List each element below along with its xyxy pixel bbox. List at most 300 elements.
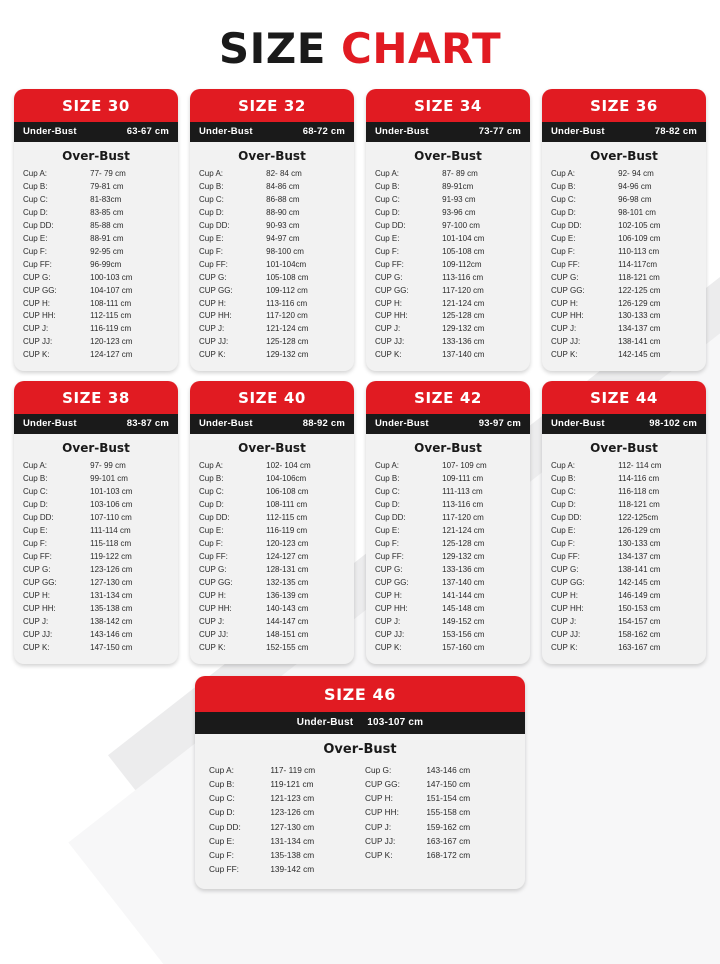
measurement-value: 134-137 cm [618, 324, 661, 334]
measurement-value: 106-109 cm [618, 233, 661, 243]
measurement-row [375, 310, 521, 323]
under-bust-label: Under-Bust [375, 418, 429, 430]
measurement-row [199, 168, 345, 181]
measurement-row [23, 590, 169, 603]
cup-label: Cup B: [375, 474, 400, 484]
measurement-row [551, 272, 697, 285]
measurement-row [551, 577, 697, 590]
measurement-value: 147-150 cm [426, 778, 471, 789]
measurement-row [23, 285, 169, 298]
over-bust-label: Over-Bust [323, 741, 397, 757]
cup-label: CUP GG: [375, 285, 409, 295]
cup-label: Cup FF: [551, 551, 580, 561]
measurement-row [375, 298, 521, 311]
measurement-row [551, 616, 697, 629]
size-card-title: SIZE 40 [190, 381, 354, 414]
cup-label: Cup DD: [551, 513, 582, 523]
measurement-row [375, 564, 521, 577]
measurement-value: 120-123 cm [90, 337, 133, 347]
measurement-value: 111-113 cm [442, 487, 483, 497]
cup-label: CUP JJ: [199, 337, 229, 347]
measurement-value: 96-99cm [90, 259, 122, 269]
size-card-size-34 [366, 89, 530, 371]
measurement-value: 98-101 cm [618, 207, 656, 217]
measurement-row [551, 233, 697, 246]
cup-label: CUP JJ: [551, 337, 581, 347]
cup-label: Cup B: [551, 474, 576, 484]
cup-label: Cup FF: [551, 259, 580, 269]
cup-label: CUP H: [551, 298, 578, 308]
measurement-row [199, 285, 345, 298]
under-bust-label: Under-Bust [23, 126, 77, 137]
cup-label: CUP J: [375, 616, 401, 626]
cup-label: CUP GG: [551, 577, 585, 587]
cup-label: CUP HH: [199, 603, 232, 613]
measurement-row [375, 629, 521, 642]
measurement-row [375, 194, 521, 207]
size-card-size-42 [366, 381, 530, 663]
cup-label: CUP HH: [551, 311, 584, 321]
measurement-value: 108-111 cm [90, 298, 132, 308]
measurement-row [23, 298, 169, 311]
measurement-value: 114-117cm [618, 259, 657, 269]
measurement-value: 116-119 cm [90, 324, 132, 334]
measurement-value: 157-160 cm [442, 642, 485, 652]
measurement-row [23, 473, 169, 486]
cup-label: CUP G: [23, 272, 51, 282]
cup-label: CUP GG: [365, 778, 400, 789]
measurement-value: 105-108 cm [266, 272, 309, 282]
measurement-value: 139-142 cm [270, 864, 315, 875]
cup-label: Cup D: [209, 807, 235, 818]
size-card-size-44 [542, 381, 706, 663]
cup-label: Cup C: [199, 194, 224, 204]
measurement-row [365, 791, 511, 805]
measurement-value: 100-103 cm [90, 272, 133, 282]
cup-label: Cup B: [209, 778, 235, 789]
measurement-row [209, 777, 355, 791]
cup-label: Cup B: [23, 181, 48, 191]
over-bust-label: Over-Bust [414, 441, 482, 456]
cup-label: Cup B: [199, 181, 224, 191]
cup-label: Cup D: [23, 207, 48, 217]
measurement-row [375, 499, 521, 512]
measurement-value: 114-116 cm [618, 474, 660, 484]
size-card-title: SIZE 36 [542, 89, 706, 122]
cup-label: Cup D: [375, 207, 400, 217]
cup-label: Cup F: [199, 539, 224, 549]
measurement-value: 138-141 cm [618, 337, 661, 347]
measurement-value: 133-136 cm [442, 564, 485, 574]
measurement-row [209, 820, 355, 834]
measurement-value: 87- 89 cm [442, 169, 478, 178]
cup-label: Cup E: [199, 526, 224, 536]
cup-label: Cup FF: [375, 551, 404, 561]
cup-label: CUP K: [199, 350, 226, 360]
over-bust-rows [366, 460, 530, 663]
measurement-value: 97-100 cm [442, 220, 480, 230]
measurement-value: 130-133 cm [618, 311, 661, 321]
measurement-row [199, 336, 345, 349]
measurement-row [23, 486, 169, 499]
measurement-value: 143-146 cm [90, 629, 133, 639]
under-bust-row [14, 414, 178, 434]
measurement-value: 96-98 cm [618, 194, 652, 204]
measurement-value: 122-125 cm [618, 285, 661, 295]
measurement-row [199, 323, 345, 336]
measurement-row [199, 512, 345, 525]
cup-label: Cup E: [375, 233, 400, 243]
measurement-row [23, 246, 169, 259]
size-card-title: SIZE 38 [14, 381, 178, 414]
measurement-value: 89-91cm [442, 181, 474, 191]
cup-label: CUP H: [199, 590, 226, 600]
measurement-value: 92-95 cm [90, 246, 124, 256]
size-card-size-40 [190, 381, 354, 663]
measurement-row [375, 538, 521, 551]
size-card-size-38 [14, 381, 178, 663]
over-bust-label: Over-Bust [62, 149, 130, 163]
under-bust-value: 73-77 cm [478, 126, 521, 137]
cup-label: Cup B: [23, 474, 48, 484]
measurement-row [551, 349, 697, 362]
measurement-value: 115-118 cm [90, 539, 132, 549]
under-bust-label: Under-Bust [23, 418, 77, 430]
cup-label: CUP G: [23, 564, 51, 574]
measurement-value: 113-116 cm [442, 500, 484, 510]
measurement-value: 143-146 cm [426, 764, 471, 775]
measurement-row [551, 642, 697, 655]
cup-label: Cup C: [551, 487, 576, 497]
measurement-value: 110-113 cm [618, 246, 660, 256]
cup-label: CUP GG: [199, 285, 233, 295]
measurement-row [551, 551, 697, 564]
measurement-row [199, 181, 345, 194]
measurement-row [23, 629, 169, 642]
cup-label: CUP K: [375, 350, 402, 360]
cup-label: Cup DD: [23, 220, 54, 230]
size-card-size-32 [190, 89, 354, 371]
over-bust-label: Over-Bust [414, 149, 482, 163]
measurement-value: 145-148 cm [442, 603, 485, 613]
measurement-value: 90-93 cm [266, 220, 300, 230]
measurement-row [23, 323, 169, 336]
measurement-row [375, 577, 521, 590]
measurement-value: 125-128 cm [442, 539, 485, 549]
measurement-row [551, 629, 697, 642]
cup-label: Cup A: [375, 169, 400, 178]
measurement-value: 163-167 cm [618, 642, 661, 652]
measurement-value: 117- 119 cm [270, 764, 316, 775]
measurement-value: 104-106cm [266, 474, 307, 484]
cup-label: CUP G: [199, 272, 227, 282]
measurement-value: 92- 94 cm [618, 169, 654, 178]
cup-label: CUP J: [23, 616, 49, 626]
measurement-row [551, 168, 697, 181]
cup-label: CUP H: [365, 793, 393, 804]
under-bust-label: Under-Bust [551, 418, 605, 430]
cup-label: Cup FF: [23, 551, 52, 561]
measurement-row [375, 259, 521, 272]
measurement-row [199, 629, 345, 642]
measurement-row [375, 460, 521, 473]
over-bust-label: Over-Bust [62, 441, 130, 456]
measurement-value: 113-116 cm [266, 298, 308, 308]
measurement-value: 112-115 cm [266, 513, 308, 523]
cup-label: CUP G: [199, 564, 227, 574]
under-bust-value: 103-107 cm [367, 716, 424, 728]
measurement-value: 142-145 cm [618, 350, 661, 360]
measurement-value: 135-138 cm [270, 850, 315, 861]
measurement-row [209, 834, 355, 848]
cup-label: Cup DD: [375, 513, 406, 523]
cup-label: CUP G: [551, 564, 579, 574]
measurement-value: 116-119 cm [266, 526, 308, 536]
measurement-value: 142-145 cm [618, 577, 661, 587]
measurement-value: 104-107 cm [90, 285, 133, 295]
measurement-row [199, 538, 345, 551]
measurement-value: 163-167 cm [426, 835, 471, 846]
cup-label: Cup C: [375, 487, 400, 497]
measurement-row [23, 538, 169, 551]
measurement-value: 124-127 cm [266, 551, 309, 561]
measurement-row [375, 336, 521, 349]
cup-label: Cup F: [23, 539, 48, 549]
measurement-row [551, 499, 697, 512]
measurement-row [551, 194, 697, 207]
cup-label: CUP K: [199, 642, 226, 652]
measurement-value: 144-147 cm [266, 616, 309, 626]
under-bust-label: Under-Bust [551, 126, 605, 137]
measurement-row [23, 642, 169, 655]
measurement-row [23, 512, 169, 525]
cup-label: CUP K: [23, 350, 50, 360]
cup-label: Cup A: [375, 461, 400, 471]
over-bust-rows-left [209, 763, 355, 877]
measurement-row [199, 310, 345, 323]
measurement-row [23, 603, 169, 616]
measurement-row [209, 848, 355, 862]
measurement-row [551, 512, 697, 525]
measurement-value: 138-141 cm [618, 564, 661, 574]
cup-label: CUP G: [551, 272, 579, 282]
cup-label: Cup F: [551, 246, 576, 256]
cup-label: CUP H: [23, 590, 50, 600]
measurement-value: 121-124 cm [266, 324, 309, 334]
measurement-row [551, 298, 697, 311]
cup-label: Cup DD: [23, 513, 54, 523]
measurement-value: 149-152 cm [442, 616, 485, 626]
cup-label: Cup F: [375, 539, 400, 549]
cup-label: Cup E: [209, 835, 235, 846]
measurement-row [199, 577, 345, 590]
measurement-row [551, 246, 697, 259]
measurement-value: 129-132 cm [442, 324, 485, 334]
cup-label: Cup A: [209, 764, 234, 775]
cup-label: CUP HH: [375, 311, 408, 321]
measurement-value: 84-86 cm [266, 181, 300, 191]
measurement-value: 117-120 cm [442, 513, 484, 523]
over-bust-rows [14, 168, 178, 371]
measurement-row [375, 486, 521, 499]
measurement-value: 82- 84 cm [266, 169, 302, 178]
cup-label: CUP H: [551, 590, 578, 600]
measurement-value: 136-139 cm [266, 590, 309, 600]
measurement-row [551, 259, 697, 272]
measurement-value: 118-121 cm [618, 272, 660, 282]
cup-label: CUP GG: [23, 285, 57, 295]
measurement-row [199, 473, 345, 486]
cup-label: Cup F: [209, 850, 234, 861]
measurement-row [199, 642, 345, 655]
measurement-value: 168-172 cm [426, 850, 471, 861]
measurement-row [365, 834, 511, 848]
over-bust-rows [542, 460, 706, 663]
cup-label: CUP JJ: [375, 629, 405, 639]
measurement-value: 134-137 cm [618, 551, 661, 561]
cup-label: CUP J: [199, 616, 225, 626]
measurement-value: 101-104 cm [442, 233, 485, 243]
measurement-value: 103-106 cm [90, 500, 133, 510]
size-card-title: SIZE 42 [366, 381, 530, 414]
measurement-value: 129-132 cm [442, 551, 485, 561]
measurement-row [23, 336, 169, 349]
measurement-row [551, 220, 697, 233]
cup-label: CUP GG: [23, 577, 57, 587]
cup-label: Cup A: [23, 461, 48, 471]
measurement-value: 151-154 cm [426, 793, 471, 804]
measurement-row [375, 349, 521, 362]
measurement-row [365, 848, 511, 862]
cup-label: CUP JJ: [375, 337, 405, 347]
measurement-row [551, 460, 697, 473]
cup-label: Cup E: [23, 526, 48, 536]
measurement-row [551, 473, 697, 486]
measurement-row [199, 603, 345, 616]
measurement-row [551, 564, 697, 577]
under-bust-row [190, 122, 354, 142]
cup-label: Cup C: [199, 487, 224, 497]
cup-label: Cup F: [199, 246, 224, 256]
measurement-value: 88-90 cm [266, 207, 300, 217]
measurement-row [375, 642, 521, 655]
cup-label: CUP H: [375, 298, 402, 308]
cup-label: CUP H: [23, 298, 50, 308]
size-card-title: SIZE 32 [190, 89, 354, 122]
measurement-value: 107- 109 cm [442, 461, 487, 471]
measurement-value: 101-103 cm [90, 487, 133, 497]
cup-label: CUP HH: [23, 603, 56, 613]
cup-label: CUP HH: [551, 603, 584, 613]
measurement-value: 112- 114 cm [618, 461, 662, 471]
cup-label: Cup A: [23, 169, 48, 178]
measurement-row [551, 336, 697, 349]
cup-label: Cup A: [199, 169, 224, 178]
measurement-row [375, 272, 521, 285]
over-bust-rows [190, 168, 354, 371]
cup-label: CUP HH: [365, 807, 399, 818]
measurement-row [551, 538, 697, 551]
cup-label: CUP G: [375, 564, 403, 574]
size-card-size-30 [14, 89, 178, 371]
measurement-value: 126-129 cm [618, 298, 661, 308]
cup-label: CUP H: [199, 298, 226, 308]
measurement-value: 112-115 cm [90, 311, 132, 321]
under-bust-row [190, 414, 354, 434]
measurement-value: 126-129 cm [618, 526, 661, 536]
cup-label: CUP J: [199, 324, 225, 334]
cup-label: CUP K: [365, 850, 393, 861]
under-bust-label: Under-Bust [199, 126, 253, 137]
measurement-value: 131-134 cm [90, 590, 133, 600]
measurement-row [199, 349, 345, 362]
under-bust-label: Under-Bust [199, 418, 253, 430]
cup-label: CUP JJ: [23, 629, 53, 639]
cup-label: Cup A: [199, 461, 224, 471]
measurement-row [199, 564, 345, 577]
measurement-value: 152-155 cm [266, 642, 309, 652]
cup-label: Cup B: [551, 181, 576, 191]
measurement-row [199, 616, 345, 629]
cup-label: Cup D: [551, 500, 576, 510]
measurement-value: 117-120 cm [266, 311, 308, 321]
measurement-row [375, 246, 521, 259]
measurement-row [375, 512, 521, 525]
cup-label: Cup C: [23, 487, 48, 497]
cup-label: Cup F: [551, 539, 576, 549]
measurement-value: 119-121 cm [270, 778, 314, 789]
measurement-row [375, 233, 521, 246]
measurement-value: 108-111 cm [266, 500, 308, 510]
measurement-row [23, 616, 169, 629]
cup-label: Cup D: [551, 207, 576, 217]
under-bust-value: 83-87 cm [126, 418, 169, 430]
measurement-value: 138-142 cm [90, 616, 133, 626]
cup-label: CUP GG: [199, 577, 233, 587]
measurement-row [23, 233, 169, 246]
measurement-row [551, 207, 697, 220]
over-bust-rows [366, 168, 530, 371]
measurement-value: 137-140 cm [442, 577, 485, 587]
measurement-value: 146-149 cm [618, 590, 661, 600]
over-bust-rows [190, 460, 354, 663]
measurement-value: 109-112cm [442, 259, 482, 269]
measurement-value: 88-91 cm [90, 233, 124, 243]
measurement-row [23, 168, 169, 181]
cup-label: Cup C: [23, 194, 48, 204]
cup-label: CUP H: [375, 590, 402, 600]
cup-label: CUP K: [551, 350, 578, 360]
measurement-row [365, 763, 511, 777]
cup-label: Cup DD: [199, 513, 230, 523]
cup-label: Cup D: [199, 500, 224, 510]
cup-label: CUP G: [375, 272, 403, 282]
measurement-value: 155-158 cm [426, 807, 471, 818]
size-card-size-36 [542, 89, 706, 371]
cup-label: CUP J: [551, 324, 577, 334]
cup-label: Cup E: [23, 233, 48, 243]
page-title [0, 0, 720, 73]
measurement-value: 81-83cm [90, 194, 122, 204]
measurement-value: 123-126 cm [270, 807, 315, 818]
over-bust-label: Over-Bust [590, 441, 658, 456]
measurement-value: 77- 79 cm [90, 169, 126, 178]
cup-label: CUP JJ: [551, 629, 581, 639]
measurement-row [23, 551, 169, 564]
size-card-grid [0, 73, 720, 664]
under-bust-value: 78-82 cm [654, 126, 697, 137]
cup-label: Cup D: [23, 500, 48, 510]
